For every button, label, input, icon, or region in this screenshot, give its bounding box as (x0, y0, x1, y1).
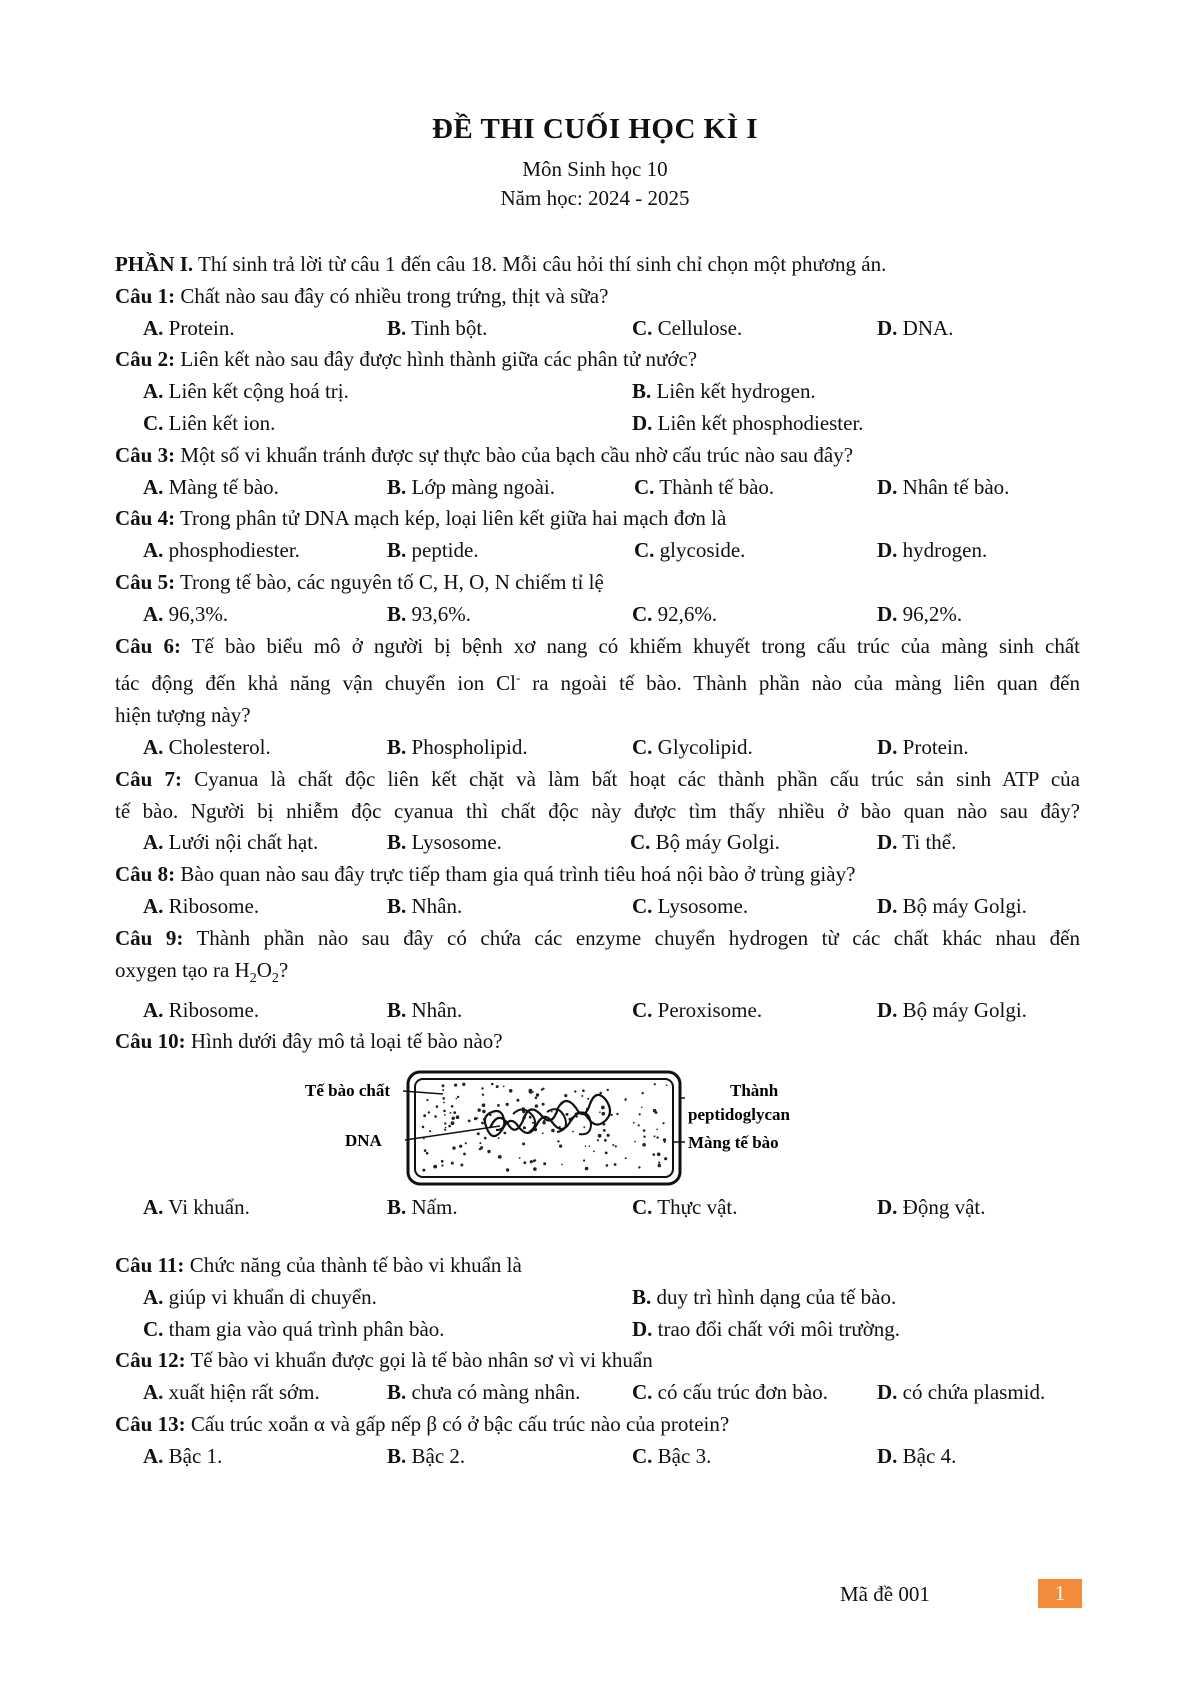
question-label: Câu 4: (115, 506, 176, 531)
cytoplasm-speckle (616, 1113, 618, 1115)
cytoplasm-speckle (541, 1089, 543, 1091)
cytoplasm-speckle (519, 1157, 521, 1159)
question-6 (115, 631, 1080, 663)
cytoplasm-speckle (450, 1112, 452, 1114)
cytoplasm-speckle (503, 1086, 505, 1088)
cytoplasm-speckle (593, 1151, 595, 1153)
cytoplasm-speckle (506, 1168, 509, 1171)
cytoplasm-speckle (429, 1130, 431, 1132)
cytoplasm-speckle (530, 1160, 533, 1163)
option-b: B. Phospholipid. (387, 734, 528, 759)
options-q3 (115, 472, 1080, 504)
cytoplasm-speckle (551, 1111, 553, 1113)
cytoplasm-speckle (585, 1167, 589, 1171)
cytoplasm-speckle (456, 1116, 460, 1120)
cytoplasm-speckle (445, 1127, 447, 1129)
options-q11-row2 (115, 1314, 1080, 1346)
options-q2-row1 (115, 376, 1080, 408)
option-a: A. phosphodiester. (143, 538, 300, 563)
cytoplasm-speckle (583, 1160, 585, 1162)
question-text: Bào quan nào sau đây trực tiếp tham gia quá trình tiêu hoá nội bào ở trùng giày? (180, 862, 856, 887)
cytoplasm-speckle (582, 1090, 585, 1093)
question-text: Tế bào vi khuẩn được gọi là tế bào nhân sơ vì vi khuẩn (190, 1348, 653, 1373)
cytoplasm-speckle (589, 1146, 591, 1148)
cytoplasm-speckle (604, 1139, 607, 1142)
cytoplasm-speckle (603, 1129, 606, 1132)
option-c: C. Bậc 3. (632, 1443, 712, 1468)
question-label: Câu 10: (115, 1029, 186, 1054)
cytoplasm-speckle (653, 1153, 656, 1156)
cytoplasm-speckle (656, 1129, 658, 1131)
cytoplasm-speckle (451, 1162, 454, 1165)
option-b: B. duy trì hình dạng của tế bào. (632, 1284, 897, 1309)
cytoplasm-speckle (602, 1112, 606, 1116)
part-text: Thí sinh trả lời từ câu 1 đến câu 18. Mỗi câu hỏi thí sinh chỉ chọn một phương án. (198, 252, 887, 276)
question-11 (115, 1250, 1080, 1282)
cytoplasm-speckle (542, 1133, 544, 1135)
cytoplasm-speckle (451, 1105, 454, 1108)
cytoplasm-speckle (444, 1122, 446, 1124)
label-dna: DNA (345, 1131, 382, 1151)
cytoplasm-speckle (551, 1129, 555, 1133)
cytoplasm-speckle (654, 1083, 656, 1085)
cytoplasm-speckle (426, 1099, 428, 1101)
cytoplasm-speckle (641, 1107, 643, 1109)
question-text: Thành phần nào sau đây có chứa các enzyme chuyển hydrogen từ các chất khác nhau đến (196, 925, 1081, 950)
option-c: C. Thành tế bào. (634, 474, 775, 499)
option-b: B. chưa có màng nhân. (387, 1380, 581, 1405)
part-label: PHẦN I. (115, 252, 194, 276)
cytoplasm-speckle (479, 1142, 481, 1144)
question-label: Câu 12: (115, 1348, 186, 1373)
cytoplasm-speckle (557, 1140, 559, 1142)
cytoplasm-speckle (480, 1146, 483, 1149)
bacterium-figure (115, 1058, 1080, 1192)
options-q13 (115, 1441, 1080, 1473)
cytoplasm-speckle (516, 1099, 519, 1102)
cytoplasm-speckle (448, 1125, 451, 1128)
cytoplasm-speckle (597, 1139, 599, 1141)
question-label: Câu 7: (115, 766, 183, 791)
cytoplasm-speckle (523, 1161, 526, 1164)
options-q1 (115, 313, 1080, 345)
cytoplasm-speckle (615, 1145, 617, 1147)
exam-content (115, 249, 1080, 1472)
option-a: A. Liên kết cộng hoá trị. (143, 379, 349, 404)
question-text: Chức năng của thành tế bào vi khuẩn là (189, 1252, 522, 1277)
cytoplasm-speckle (581, 1095, 583, 1097)
cytoplasm-speckle (442, 1097, 445, 1100)
cytoplasm-speckle (474, 1117, 477, 1120)
option-d: D. Bộ máy Golgi. (877, 997, 1027, 1022)
option-c: C. Thực vật. (632, 1195, 738, 1220)
question-8 (115, 859, 1080, 891)
cytoplasm-speckle (634, 1141, 636, 1143)
exam-title: ĐỀ THI CUỐI HỌC KÌ I (431, 113, 759, 145)
cytoplasm-speckle (424, 1149, 427, 1152)
option-b: B. 93,6%. (387, 601, 472, 626)
cytoplasm-speckle (481, 1122, 484, 1125)
option-b: B. Lớp màng ngoài. (387, 474, 556, 499)
cytoplasm-speckle (574, 1091, 576, 1093)
options-q12 (115, 1377, 1080, 1409)
option-d: D. DNA. (877, 315, 954, 340)
cytoplasm-speckle (422, 1126, 425, 1129)
option-a: A. Vi khuẩn. (143, 1195, 250, 1220)
cytoplasm-speckle (654, 1136, 656, 1138)
cytoplasm-speckle (633, 1122, 635, 1124)
option-a: A. Bậc 1. (143, 1443, 223, 1468)
cytoplasm-speckle (497, 1104, 500, 1107)
cytoplasm-speckle (491, 1083, 494, 1086)
question-label: Câu 6: (115, 633, 181, 658)
cytoplasm-speckle (662, 1122, 664, 1124)
option-d: D. Động vật. (877, 1195, 986, 1220)
cytoplasm-speckle (465, 1142, 467, 1144)
cytoplasm-speckle (532, 1122, 534, 1124)
cytoplasm-speckle (642, 1143, 646, 1147)
cytoplasm-speckle (535, 1097, 538, 1100)
option-b: B. Liên kết hydrogen. (632, 379, 816, 404)
cytoplasm-speckle (572, 1131, 574, 1133)
cytoplasm-speckle (658, 1164, 661, 1167)
question-9-line2: oxygen tạo ra $H_2O_2$? (115, 957, 289, 986)
cytoplasm-speckle (601, 1106, 605, 1110)
option-b: B. Bậc 2. (387, 1443, 466, 1468)
label-wall-1: Thành (730, 1081, 779, 1101)
label-cytoplasm: Tế bào chất (305, 1081, 390, 1101)
cytoplasm-speckle (543, 1162, 546, 1165)
cytoplasm-speckle (482, 1104, 486, 1108)
cytoplasm-speckle (529, 1116, 532, 1119)
cytoplasm-speckle (536, 1093, 539, 1096)
question-4 (115, 503, 1080, 535)
question-6-line2: tác động đến khả năng vận chuyển ion Cl- ra ngoài tế bào. Thành phần nào của màng liên quan đến (115, 670, 1080, 696)
question-label: Câu 8: (115, 862, 176, 887)
cytoplasm-speckle (456, 1098, 458, 1100)
cytoplasm-speckle (566, 1113, 569, 1116)
cytoplasm-speckle (605, 1152, 608, 1155)
option-c: C. Glycolipid. (632, 734, 753, 759)
options-q4 (115, 535, 1080, 567)
option-c: C. có cấu trúc đơn bào. (632, 1380, 828, 1405)
cytoplasm-speckle (428, 1111, 430, 1113)
cytoplasm-speckle (443, 1110, 446, 1113)
question-text: Trong phân tử DNA mạch kép, loại liên kết giữa hai mạch đơn là (179, 506, 727, 531)
option-b: B. Nhân. (387, 893, 463, 918)
question-text: Hình dưới đây mô tả loại tế bào nào? (190, 1029, 503, 1054)
option-d: D. có chứa plasmid. (877, 1380, 1046, 1405)
cytoplasm-speckle (535, 1105, 538, 1108)
cytoplasm-speckle (664, 1141, 666, 1143)
option-c: C. Peroxisome. (632, 997, 763, 1022)
cytoplasm-speckle (543, 1120, 545, 1122)
cytoplasm-speckle (477, 1118, 479, 1120)
cytoplasm-speckle (561, 1164, 563, 1166)
question-12 (115, 1345, 1080, 1377)
option-a: A. Protein. (143, 315, 235, 340)
option-a: A. Cholesterol. (143, 734, 271, 759)
options-q10 (115, 1192, 1080, 1224)
cytoplasm-speckle (498, 1155, 502, 1159)
cytoplasm-speckle (459, 1145, 462, 1148)
cytoplasm-speckle (542, 1103, 545, 1106)
question-1 (115, 281, 1080, 313)
cytoplasm-speckle (583, 1126, 585, 1128)
option-a: A. xuất hiện rất sớm. (143, 1380, 320, 1405)
option-c: C. 92,6%. (632, 601, 718, 626)
option-b: B. Tinh bột. (387, 315, 488, 340)
cytoplasm-speckle (656, 1137, 658, 1139)
cytoplasm-speckle (504, 1132, 507, 1135)
option-a: A. Ribosome. (143, 893, 260, 918)
cytoplasm-speckle (496, 1085, 499, 1088)
option-d: D. hydrogen. (877, 538, 988, 563)
cytoplasm-speckle (607, 1134, 610, 1137)
question-5 (115, 567, 1080, 599)
cytoplasm-speckle (452, 1147, 455, 1150)
cytoplasm-speckle (460, 1164, 463, 1167)
option-d: D. Bộ máy Golgi. (877, 893, 1027, 918)
cytoplasm-speckle (457, 1096, 459, 1098)
options-q9 (115, 995, 1080, 1027)
options-q8 (115, 891, 1080, 923)
question-label: Câu 1: (115, 283, 176, 308)
cytoplasm-speckle (658, 1162, 660, 1164)
exam-year: Năm học: 2024 - 2025 (500, 186, 690, 210)
options-q11-row1 (115, 1282, 1080, 1314)
option-b: B. peptide. (387, 538, 479, 563)
cytoplasm-speckle (559, 1145, 562, 1148)
options-q6 (115, 732, 1080, 764)
cytoplasm-speckle (638, 1124, 640, 1126)
cytoplasm-speckle (442, 1089, 444, 1091)
option-c: C. tham gia vào quá trình phân bào. (143, 1316, 445, 1341)
cytoplasm-speckle (482, 1094, 484, 1096)
cytoplasm-speckle (639, 1113, 641, 1115)
page-number-badge: 1 (1038, 1579, 1082, 1608)
options-q2-row2 (115, 408, 1080, 440)
cytoplasm-speckle (606, 1164, 609, 1167)
cytoplasm-speckle (462, 1083, 465, 1086)
option-d: D. 96,2%. (877, 601, 963, 626)
cytoplasm-speckle (625, 1157, 627, 1159)
exam-subject: Môn Sinh học 10 (522, 157, 668, 181)
option-c: C. Liên kết ion. (143, 410, 276, 435)
cytoplasm-speckle (612, 1144, 614, 1146)
cytoplasm-speckle (509, 1089, 513, 1093)
option-a: A. 96,3%. (143, 601, 229, 626)
question-text: Tế bào biểu mô ở người bị bệnh xơ nang có khiếm khuyết trong cấu trúc của màng sinh chất (191, 633, 1080, 658)
cytoplasm-speckle (434, 1115, 437, 1118)
cytoplasm-speckle (585, 1145, 587, 1147)
cytoplasm-speckle (433, 1165, 437, 1169)
question-label: Câu 5: (115, 569, 176, 594)
cytoplasm-speckle (452, 1117, 455, 1120)
option-a: A. Màng tế bào. (143, 474, 279, 499)
question-label: Câu 3: (115, 442, 176, 467)
label-membrane: Màng tế bào (688, 1133, 779, 1153)
question-text: Cấu trúc xoắn α và gấp nếp β có ở bậc cấu trúc nào của protein? (190, 1411, 730, 1436)
cytoplasm-speckle (443, 1102, 445, 1104)
cytoplasm-speckle (484, 1137, 487, 1140)
cytoplasm-speckle (477, 1132, 480, 1135)
question-10 (115, 1026, 1080, 1058)
cytoplasm-speckle (468, 1120, 471, 1123)
cytoplasm-speckle (423, 1114, 426, 1117)
cytoplasm-speckle (643, 1136, 645, 1138)
option-a: A. Ribosome. (143, 997, 260, 1022)
question-text: Liên kết nào sau đây được hình thành giữa các phân tử nước? (180, 347, 698, 372)
cytoplasm-speckle (441, 1160, 444, 1163)
question-3 (115, 440, 1080, 472)
cytoplasm-speckle (426, 1152, 429, 1155)
cytoplasm-speckle (453, 1111, 456, 1114)
cytoplasm-speckle (482, 1110, 486, 1114)
part-instruction (115, 249, 1080, 281)
question-9 (115, 923, 1080, 955)
cytoplasm-speckle (422, 1169, 425, 1172)
label-wall-2: peptidoglycan (688, 1105, 791, 1125)
question-7-line2: tế bào. Người bị nhiễm độc cyanua thì chất độc này được tìm thấy nhiều ở bào quan nào sau đây? (115, 798, 1080, 823)
cytoplasm-speckle (478, 1109, 480, 1111)
cytoplasm-speckle (441, 1165, 443, 1167)
cytoplasm-speckle (624, 1099, 626, 1101)
bacterium-cell-diagram (285, 1062, 845, 1188)
cytoplasm-speckle (444, 1114, 446, 1116)
cytoplasm-speckle (564, 1094, 567, 1097)
cytoplasm-speckle (657, 1153, 661, 1157)
option-a: A. giúp vi khuẩn di chuyển. (143, 1284, 377, 1309)
cytoplasm-speckle (607, 1089, 609, 1091)
cytoplasm-speckle (436, 1105, 439, 1108)
question-text: Cyanua là chất độc liên kết chặt và làm bất hoạt các thành phần cấu trúc sản sinh ATP của (194, 766, 1081, 791)
option-c: C. glycoside. (634, 538, 746, 563)
question-label: Câu 11: (115, 1252, 185, 1277)
cytoplasm-speckle (454, 1084, 457, 1087)
cytoplasm-speckle (533, 1167, 537, 1171)
cytoplasm-speckle (643, 1129, 646, 1132)
cytoplasm-speckle (451, 1121, 455, 1125)
option-d: D. Nhân tế bào. (877, 474, 1010, 499)
cytoplasm-speckle (535, 1159, 537, 1161)
options-q5 (115, 599, 1080, 631)
cytoplasm-speckle (444, 1129, 446, 1131)
option-d: D. Ti thể. (877, 830, 957, 855)
cytoplasm-speckle (529, 1089, 533, 1093)
question-label: Câu 9: (115, 925, 184, 950)
cytoplasm-speckle (481, 1087, 483, 1089)
cytoplasm-speckle (599, 1112, 601, 1114)
cytoplasm-speckle (463, 1153, 466, 1156)
cytoplasm-speckle (664, 1157, 667, 1160)
cytoplasm-speckle (587, 1098, 589, 1100)
cytoplasm-speckle (522, 1143, 525, 1146)
cytoplasm-speckle (442, 1085, 445, 1088)
question-label: Câu 2: (115, 347, 176, 372)
option-c: C. Cellulose. (632, 315, 743, 340)
question-13 (115, 1409, 1080, 1441)
question-7 (115, 764, 1080, 796)
question-6-line3: hiện tượng này? (115, 703, 251, 728)
cytoplasm-speckle (642, 1092, 644, 1094)
cytoplasm-speckle (523, 1126, 526, 1129)
exam-code: Mã đề 001 (840, 1582, 930, 1606)
cytoplasm-speckle (598, 1134, 602, 1138)
option-a: A. Lưới nội chất hạt. (143, 830, 319, 855)
question-text: Chất nào sau đây có nhiều trong trứng, thịt và sữa? (180, 283, 609, 308)
cytoplasm-speckle (638, 1166, 640, 1168)
option-b: B. Nấm. (387, 1195, 458, 1220)
option-b: B. Nhân. (387, 997, 463, 1022)
cytoplasm-speckle (666, 1085, 668, 1087)
question-text: Một số vi khuẩn tránh được sự thực bào của bạch cầu nhờ cấu trúc nào sau đây? (180, 442, 854, 467)
option-c: C. Bộ máy Golgi. (630, 830, 780, 855)
option-b: B. Lysosome. (387, 830, 502, 855)
option-d: D. Liên kết phosphodiester. (632, 410, 864, 435)
option-d: D. Protein. (877, 734, 969, 759)
question-label: Câu 13: (115, 1411, 186, 1436)
cytoplasm-speckle (614, 1163, 617, 1166)
option-d: D. trao đổi chất với môi trường. (632, 1316, 901, 1341)
cytoplasm-speckle (653, 1109, 657, 1113)
options-q7 (115, 827, 1080, 859)
cytoplasm-speckle (543, 1122, 546, 1125)
cytoplasm-speckle (487, 1150, 490, 1153)
option-d: D. Bậc 4. (877, 1443, 957, 1468)
cytoplasm-speckle (506, 1103, 509, 1106)
option-c: C. Lysosome. (632, 893, 749, 918)
question-2 (115, 344, 1080, 376)
question-text: Trong tế bào, các nguyên tố C, H, O, N chiếm tỉ lệ (179, 569, 604, 594)
cytoplasm-speckle (498, 1137, 500, 1139)
